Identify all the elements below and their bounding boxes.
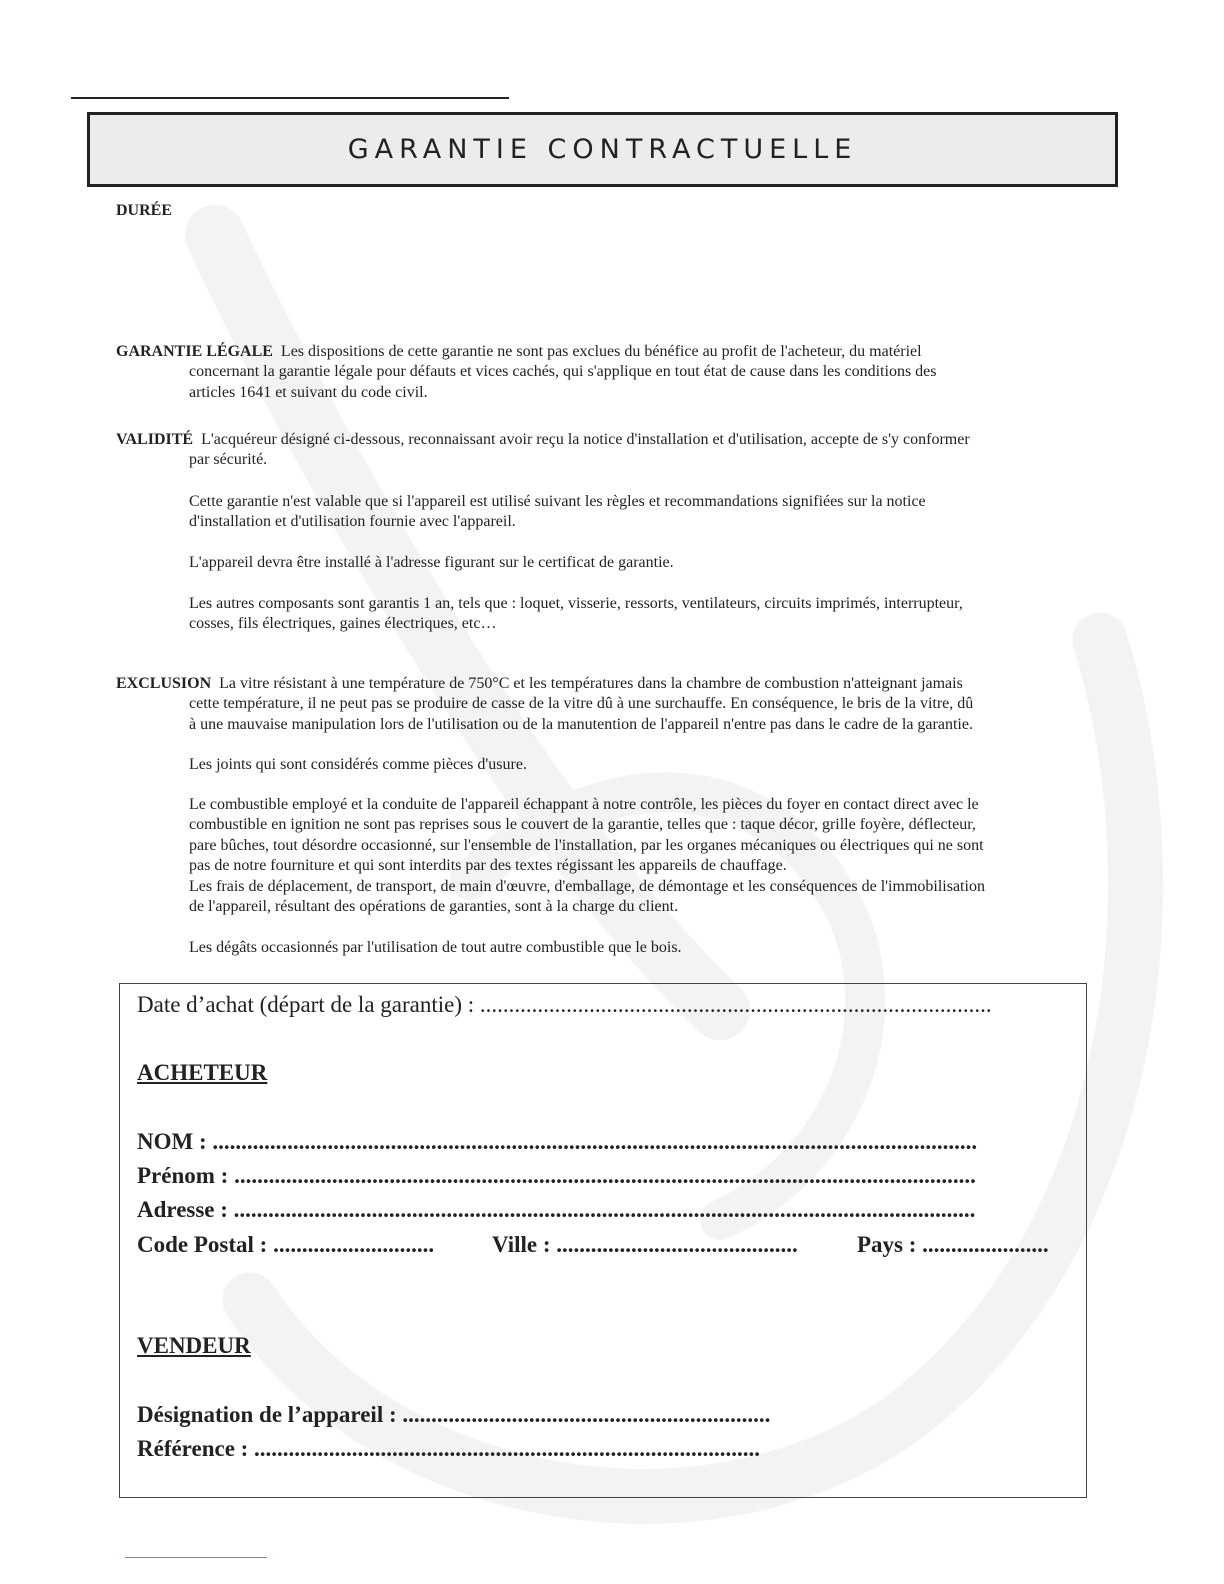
- pays-field[interactable]: Pays : ......................: [857, 1232, 1049, 1257]
- garantie-legale-line-3: articles 1641 et suivant du code civil.: [189, 383, 428, 401]
- exclusion-line-1: La vitre résistant à une température de 750°C et les températures dans la chambre de combustion n'atteignant jamais: [219, 675, 963, 692]
- top-rule: [71, 97, 509, 99]
- reference-field[interactable]: Référence : ........................................................................................: [137, 1436, 761, 1461]
- validite-line-2: par sécurité.: [189, 451, 268, 469]
- exclusion-p3-line-1: Le combustible employé et la conduite de l'appareil échappant à notre contrôle, les pièces du foyer en contact direct avec le: [189, 796, 979, 813]
- validite-paragraph-2: [189, 492, 1109, 533]
- warranty-form: [119, 983, 1087, 1498]
- exclusion-paragraph-2: Les joints qui sont considérés comme pièces d'usure.: [189, 756, 527, 773]
- validite-section: [116, 430, 1116, 471]
- exclusion-p3-line-2: combustible en ignition ne sont pas reprises sous le couvert de la garantie, telles que : taque décor, grille foyère, déflecteur,: [189, 816, 976, 834]
- exclusion-paragraph-4: Les dégâts occasionnés par l'utilisation de tout autre combustible que le bois.: [189, 939, 682, 956]
- exclusion-line-2: cette température, il ne peut pas se produire de casse de la vitre dû à une surchauffe. En conséquence, le bris de la vitre, dû: [189, 695, 974, 713]
- garantie-legale-heading: GARANTIE LÉGALE: [116, 343, 273, 360]
- exclusion-p3-line-6: de l'appareil, résultant des opérations de garanties, sont à la charge du client.: [189, 898, 679, 916]
- code-postal-field[interactable]: Code Postal : ............................: [137, 1232, 435, 1257]
- date-achat-field[interactable]: Date d’achat (départ de la garantie) : .........................................................................................: [137, 992, 992, 1017]
- vendeur-heading: VENDEUR: [137, 1333, 251, 1358]
- adresse-field[interactable]: Adresse : .................................................................................................................................: [137, 1197, 976, 1222]
- exclusion-p3-line-3: pare bûches, tout désordre occasionné, sur l'ensemble de l'installation, par les organes mécaniques ou électriques qui ne sont: [189, 836, 984, 854]
- validite-p2-line-2: d'installation et d'utilisation fournie avec l'appareil.: [189, 513, 516, 531]
- exclusion-p3-line-5: Les frais de déplacement, de transport, de main d'œuvre, d'emballage, de démontage et les conséquences de l'immobilisation: [189, 877, 985, 895]
- validite-paragraph-3: L'appareil devra être installé à l'adresse figurant sur le certificat de garantie.: [189, 554, 674, 571]
- prenom-field[interactable]: Prénom : .................................................................................................................................: [137, 1163, 976, 1188]
- nom-field[interactable]: NOM : .....................................................................................................................................: [137, 1129, 978, 1154]
- garantie-legale-line-1: Les dispositions de cette garantie ne sont pas exclues du bénéfice au profit de l'acheteur, du matériel: [280, 343, 922, 360]
- title-banner: [87, 112, 1118, 187]
- exclusion-paragraph-3: [189, 795, 1109, 917]
- garantie-legale-section: [116, 342, 1116, 403]
- validite-paragraph-4: [189, 594, 1109, 635]
- acheteur-heading: ACHETEUR: [137, 1060, 268, 1085]
- validite-p4-line-1: Les autres composants sont garantis 1 an, tels que : loquet, visserie, ressorts, ventilateurs, circuits imprimés, interrupteur,: [189, 595, 963, 612]
- page-title: GARANTIE CONTRACTUELLE: [347, 134, 858, 165]
- exclusion-heading: EXCLUSION: [116, 675, 212, 692]
- duree-heading: DURÉE: [116, 202, 173, 219]
- ville-field[interactable]: Ville : ..........................................: [492, 1232, 798, 1257]
- validite-p4-line-2: cosses, fils électriques, gaines électriques, etc…: [189, 615, 497, 633]
- validite-line-1: L'acquéreur désigné ci-dessous, reconnaissant avoir reçu la notice d'installation et d'utilisation, accepte de s'y conformer: [201, 431, 970, 448]
- exclusion-section: [116, 674, 1116, 735]
- exclusion-p3-line-4: pas de notre fourniture et qui sont interdits par des textes régissant les appareils de chauffage.: [189, 857, 787, 875]
- garantie-legale-line-2: concernant la garantie légale pour défauts et vices cachés, qui s'applique en tout état de cause dans les conditions des: [189, 363, 937, 381]
- validite-p2-line-1: Cette garantie n'est valable que si l'appareil est utilisé suivant les règles et recommandations signifiées sur la notice: [189, 493, 926, 510]
- bottom-rule: [125, 1557, 267, 1558]
- validite-heading: VALIDITÉ: [116, 431, 194, 448]
- designation-field[interactable]: Désignation de l’appareil : ................................................................: [137, 1402, 771, 1427]
- exclusion-line-3: à une mauvaise manipulation lors de l'utilisation ou de la manutention de l'appareil n'entre pas dans le cadre de la garantie.: [189, 715, 973, 733]
